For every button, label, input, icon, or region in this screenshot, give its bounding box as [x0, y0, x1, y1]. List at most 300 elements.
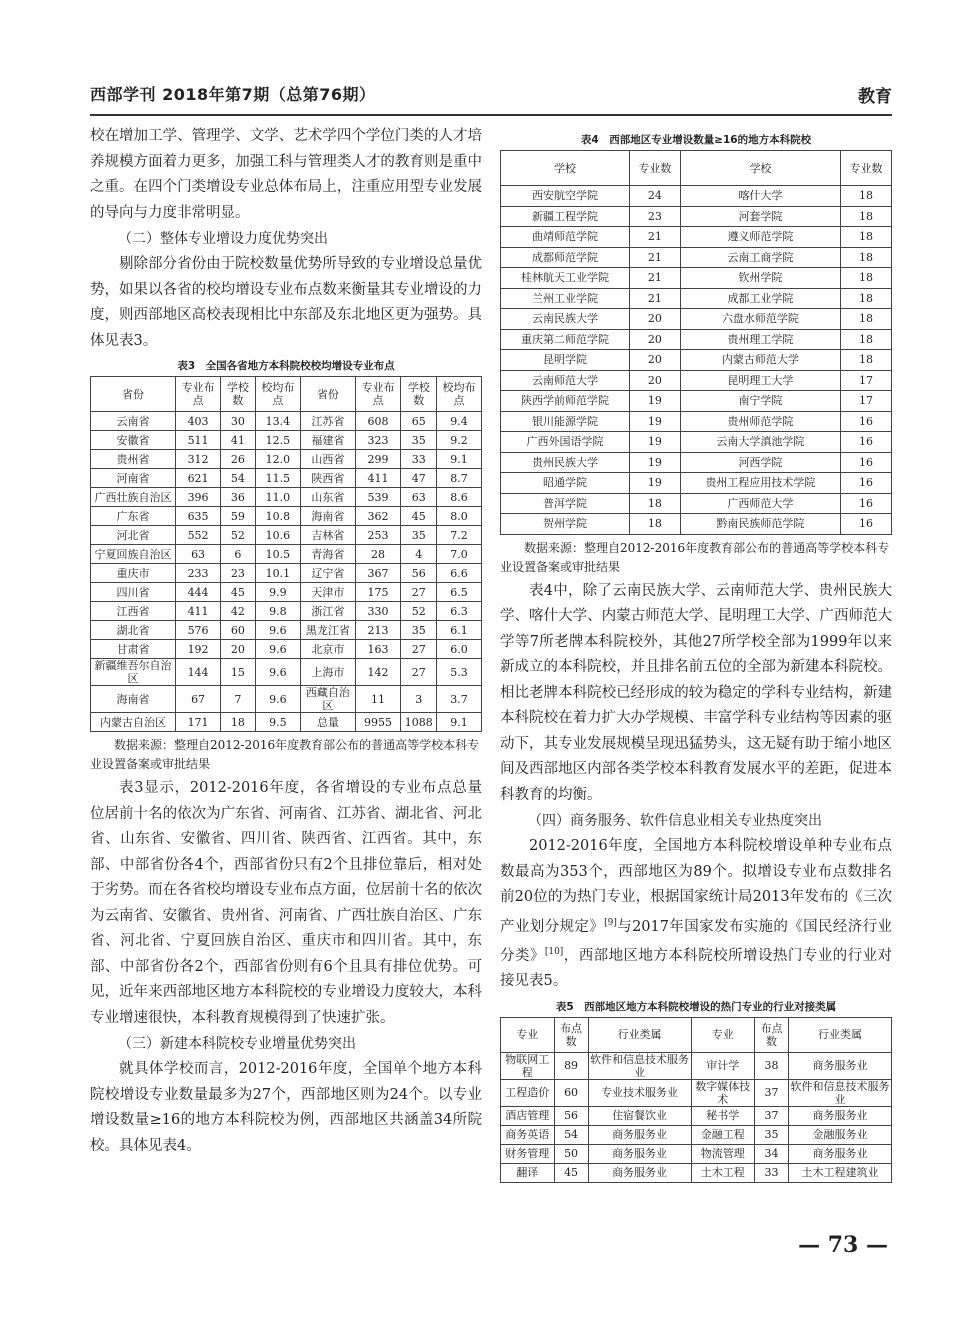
table-row — [91, 450, 482, 469]
table-cell: 4 — [401, 545, 437, 564]
table-cell: 云南工商学院 — [680, 247, 840, 268]
paragraph: 就具体学校而言，2012-2016年度，全国单个地方本科院校增设专业数量最多为27个，西部地区则为24个。以专业增设数量≥16的地方本科院校为例，西部地区共涵盖34所院校。具体见表4。 — [90, 1061, 482, 1154]
table-row — [501, 514, 892, 535]
table-cell: 河套学院 — [680, 206, 840, 227]
table-cell: 552 — [175, 526, 220, 545]
table-cell: 6 — [221, 545, 256, 564]
table-cell: 金融工程 — [691, 1125, 754, 1144]
table-cell: 河西学院 — [680, 452, 840, 473]
table-cell: 362 — [355, 507, 401, 526]
table-row — [91, 507, 482, 526]
table-cell: 54 — [221, 469, 256, 488]
table-cell: 6.0 — [437, 640, 482, 659]
table-cell: 兰州工业学院 — [501, 288, 630, 309]
table-cell: 144 — [175, 659, 220, 686]
table-row — [501, 268, 892, 289]
table-cell: 商务服务业 — [588, 1163, 691, 1182]
table-cell: 18 — [840, 206, 891, 227]
table-cell: 3.7 — [437, 686, 482, 713]
table-cell: 26 — [221, 450, 256, 469]
table-cell: 18 — [840, 350, 891, 371]
table-row — [91, 412, 482, 431]
table-cell: 9.6 — [255, 659, 300, 686]
table-cell: 昭通学院 — [501, 473, 630, 494]
table-cell: 金融服务业 — [789, 1125, 892, 1144]
section-heading: （二）整体专业增设力度优势突出 — [118, 231, 328, 247]
table-cell: 福建省 — [301, 431, 356, 450]
table-cell: 16 — [840, 514, 891, 535]
table-cell: 7.0 — [437, 545, 482, 564]
table-cell: 12.5 — [255, 431, 300, 450]
table-cell: 19 — [629, 452, 680, 473]
table-cell: 辽宁省 — [301, 564, 356, 583]
table-cell: 云南大学滇池学院 — [680, 432, 840, 453]
table-row — [501, 206, 892, 227]
table-cell: 21 — [629, 247, 680, 268]
table-cell: 7.2 — [437, 526, 482, 545]
table-row — [501, 247, 892, 268]
table-cell: 9.2 — [437, 431, 482, 450]
table-row — [501, 1144, 892, 1163]
table-row — [501, 473, 892, 494]
table-cell: 海南省 — [91, 686, 176, 713]
table-cell: 253 — [355, 526, 401, 545]
table-cell: 上海市 — [301, 659, 356, 686]
table-caption: 表4 西部地区专业增设数量≥16的地方本科院校 — [580, 134, 812, 146]
table-cell: 黑龙江省 — [301, 621, 356, 640]
table-cell: 20 — [629, 350, 680, 371]
paragraph: 剔除部分省份由于院校数量优势所导致的专业增设总量优势，如果以各省的校均增设专业布点数来衡量其专业增设的力度，则西部地区高校表现相比中东部及东北地区更为强势。具体见表3。 — [90, 256, 482, 349]
table-cell: 江西省 — [91, 602, 176, 621]
table-caption: 表3 全国各省地方本科院校校均增设专业布点 — [177, 360, 395, 372]
table-cell: 陕西省 — [301, 469, 356, 488]
table-cell: 63 — [175, 545, 220, 564]
table-cell: 21 — [629, 227, 680, 248]
table-cell: 17 — [840, 370, 891, 391]
table-cell: 成都工业学院 — [680, 288, 840, 309]
table-cell: 175 — [355, 583, 401, 602]
table-row — [501, 1052, 892, 1079]
table-cell: 16 — [840, 411, 891, 432]
table-row — [91, 640, 482, 659]
table-cell: 18 — [629, 514, 680, 535]
table-cell: 贺州学院 — [501, 514, 630, 535]
table-cell: 内蒙古师范大学 — [680, 350, 840, 371]
table-cell: 昆明理工大学 — [680, 370, 840, 391]
table-cell: 299 — [355, 450, 401, 469]
table-cell: 商务服务业 — [789, 1144, 892, 1163]
table-cell: 47 — [401, 469, 437, 488]
table-header-cell: 布点数 — [754, 1017, 788, 1052]
table-cell: 18 — [629, 493, 680, 514]
table-header-cell: 省份 — [91, 377, 176, 412]
table-cell: 内蒙古自治区 — [91, 713, 176, 732]
table-header-cell: 专业数 — [840, 151, 891, 186]
table-cell: 普洱学院 — [501, 493, 630, 514]
table-row — [501, 329, 892, 350]
table-row — [501, 186, 892, 207]
section-label: 教育 — [858, 87, 892, 107]
table-cell: 35 — [754, 1125, 788, 1144]
table-row — [501, 309, 892, 330]
table-cell: 贵州师范学院 — [680, 411, 840, 432]
table-cell: 35 — [401, 621, 437, 640]
table-cell: 天津市 — [301, 583, 356, 602]
table-cell: 45 — [554, 1163, 588, 1182]
table-cell: 10.1 — [255, 564, 300, 583]
table-cell: 12.0 — [255, 450, 300, 469]
table-cell: 成都师范学院 — [501, 247, 630, 268]
table-cell: 59 — [221, 507, 256, 526]
table-cell: 511 — [175, 431, 220, 450]
table-header-cell: 校均布点 — [255, 377, 300, 412]
table-cell: 312 — [175, 450, 220, 469]
table-row — [501, 288, 892, 309]
table-header-cell: 学校数 — [401, 377, 437, 412]
table-cell: 9.8 — [255, 602, 300, 621]
table-cell: 商务服务业 — [588, 1125, 691, 1144]
table-cell: 63 — [401, 488, 437, 507]
table-cell: 广西师范大学 — [680, 493, 840, 514]
table-cell: 6.5 — [437, 583, 482, 602]
table-cell: 27 — [401, 659, 437, 686]
table-cell: 142 — [355, 659, 401, 686]
table-cell: 192 — [175, 640, 220, 659]
paragraph-text: 与2017年国家发布实施的《国民经济行业分类》 — [500, 918, 893, 964]
table-cell: 数字媒体技术 — [691, 1079, 754, 1106]
table-cell: 9.6 — [255, 686, 300, 713]
table-row — [501, 370, 892, 391]
paragraph-text: 2012-2016年度，全国地方本科院校增设单种专业布点数最高为353个，西部地区为89个。拟增设专业布点数排名前20位的为热门专业，根据国家统计局2013年发布的《三次产业划分规定》 — [500, 838, 892, 935]
table-cell: 411 — [175, 602, 220, 621]
table-cell: 411 — [355, 469, 401, 488]
table-cell: 9.1 — [437, 450, 482, 469]
table-cell: 27 — [401, 583, 437, 602]
table-cell: 403 — [175, 412, 220, 431]
table-cell: 28 — [355, 545, 401, 564]
table-cell: 34 — [754, 1144, 788, 1163]
paragraph: 表4中，除了云南民族大学、云南师范大学、贵州民族大学、喀什大学、内蒙古师范大学、昆明理工大学、广西师范大学等7所老牌本科院校外，其他27所学校全部为1999年以来新成立的本科院校，并且排名前五位的全部为新建本科院校。相比老牌本科院校已经形成的较为稳定的学科专业结构，新建本科院校在着力扩大办学规模、丰富学科专业结构等因素的驱动下，其专业发展规模呈现迅猛势头，这无疑有助于缩小地区间及西部地区内部各类学校本科教育发展水平的差距，促进本科教育的均衡。 — [500, 582, 892, 803]
table-cell: 6.3 — [437, 602, 482, 621]
table-cell: 6.1 — [437, 621, 482, 640]
table-cell: 37 — [754, 1079, 788, 1106]
table-cell: 18 — [840, 268, 891, 289]
table-cell: 330 — [355, 602, 401, 621]
table-cell: 8.7 — [437, 469, 482, 488]
page-header — [90, 78, 892, 116]
paragraph: 校在增加工学、管理学、文学、艺术学四个学位门类的人才培养规模方面着力更多，加强工科与管理类人才的教育则是重中之重。在四个门类增设专业总体布局上，注重应用型专业发展的导向与力度非常明显。 — [90, 128, 482, 221]
table-caption: 表5 西部地区地方本科院校增设的热门专业的行业对接类属 — [555, 1000, 837, 1013]
table-cell: 16 — [840, 493, 891, 514]
table-cell: 17 — [840, 391, 891, 412]
table-cell: 50 — [554, 1144, 588, 1163]
table-row — [91, 431, 482, 450]
table-cell: 608 — [355, 412, 401, 431]
table-cell: 软件和信息技术服务业 — [590, 1052, 690, 1079]
table-row — [91, 488, 482, 507]
table-cell: 20 — [629, 370, 680, 391]
table-cell: 河南省 — [91, 469, 176, 488]
table-row — [501, 391, 892, 412]
table-cell: 89 — [554, 1052, 588, 1079]
table-row — [91, 621, 482, 640]
table-header-cell: 学校 — [501, 151, 630, 186]
paragraph-text: ，西部地区地方本科院校所增设热门专业的行业对接见表5。 — [500, 947, 893, 990]
table-cell: 贵州省 — [91, 450, 176, 469]
table-cell: 物流管理 — [691, 1144, 754, 1163]
table-cell: 银川能源学院 — [501, 411, 630, 432]
table-cell: 商务英语 — [501, 1125, 555, 1144]
page-number: — 73 — — [798, 1232, 888, 1258]
table-cell: 喀什大学 — [680, 186, 840, 207]
table-cell: 8.0 — [437, 507, 482, 526]
paragraph — [500, 834, 892, 995]
table-cell: 土木工程 — [691, 1163, 754, 1182]
table-cell: 广西壮族自治区 — [91, 488, 176, 507]
table-cell: 42 — [221, 602, 256, 621]
table-row — [501, 432, 892, 453]
table-cell: 18 — [840, 309, 891, 330]
table-cell: 新疆维吾尔自治区 — [91, 659, 176, 686]
table-cell: 6.6 — [437, 564, 482, 583]
table-cell: 海南省 — [301, 507, 356, 526]
table-cell: 45 — [221, 583, 256, 602]
table-cell: 广东省 — [91, 507, 176, 526]
table-cell: 商务服务业 — [588, 1144, 691, 1163]
table-row — [501, 1125, 892, 1144]
table-cell: 233 — [175, 564, 220, 583]
table-cell: 翻译 — [501, 1163, 555, 1182]
table-cell: 11.0 — [255, 488, 300, 507]
table-row — [501, 493, 892, 514]
table-cell: 云南师范大学 — [501, 370, 630, 391]
table-cell: 539 — [355, 488, 401, 507]
table-row — [91, 713, 482, 732]
table-cell: 专业技术服务业 — [588, 1079, 691, 1106]
table-header-cell: 布点数 — [554, 1017, 588, 1052]
table-cell: 52 — [221, 526, 256, 545]
table-cell: 367 — [355, 564, 401, 583]
section-heading: （三）新建本科院校专业增量优势突出 — [118, 1036, 356, 1052]
table-cell: 8.6 — [437, 488, 482, 507]
table-cell: 钦州学院 — [680, 268, 840, 289]
table-cell: 秘书学 — [691, 1106, 754, 1125]
table-cell: 9.4 — [437, 412, 482, 431]
table-cell: 河北省 — [91, 526, 176, 545]
table-cell: 635 — [175, 507, 220, 526]
table-cell: 213 — [355, 621, 401, 640]
table-cell: 软件和信息技术服务业 — [790, 1079, 890, 1106]
table-cell: 北京市 — [301, 640, 356, 659]
table-cell: 18 — [840, 186, 891, 207]
table-4 — [500, 150, 892, 535]
table-cell: 山东省 — [301, 488, 356, 507]
table-cell: 20 — [629, 309, 680, 330]
table-cell: 41 — [221, 431, 256, 450]
table-cell: 11 — [355, 686, 401, 713]
table-header-cell: 专业数 — [629, 151, 680, 186]
table-cell: 吉林省 — [301, 526, 356, 545]
table-cell: 10.6 — [255, 526, 300, 545]
table-header-cell: 学校数 — [221, 377, 256, 412]
table-cell: 昆明学院 — [501, 350, 630, 371]
table-cell: 19 — [629, 473, 680, 494]
table-cell: 物联网工程 — [501, 1052, 555, 1079]
table-cell: 9.6 — [255, 621, 300, 640]
table-cell: 30 — [221, 412, 256, 431]
table-row — [91, 659, 482, 686]
table-row — [501, 1079, 892, 1106]
table-row — [501, 452, 892, 473]
table-5 — [500, 1017, 892, 1183]
table-cell: 67 — [175, 686, 220, 713]
table-cell: 11.5 — [255, 469, 300, 488]
table-row — [91, 545, 482, 564]
table-cell: 60 — [221, 621, 256, 640]
table-header-cell: 学校 — [680, 151, 840, 186]
table-cell: 财务管理 — [501, 1144, 555, 1163]
table-cell: 23 — [629, 206, 680, 227]
table-cell: 广西外国语学院 — [501, 432, 630, 453]
table-cell: 西藏自治区 — [301, 686, 356, 713]
table-cell: 16 — [840, 452, 891, 473]
table-cell: 16 — [840, 432, 891, 453]
table-header-cell: 专业布点 — [355, 377, 401, 412]
table-cell: 18 — [221, 713, 256, 732]
table-cell: 湖北省 — [91, 621, 176, 640]
table-cell: 21 — [629, 288, 680, 309]
table-cell: 云南民族大学 — [501, 309, 630, 330]
table-cell: 四川省 — [91, 583, 176, 602]
table-cell: 9.9 — [255, 583, 300, 602]
table-cell: 52 — [401, 602, 437, 621]
table-cell: 16 — [840, 473, 891, 494]
table-cell: 黔南民族师范学院 — [680, 514, 840, 535]
table-cell: 35 — [401, 431, 437, 450]
table-cell: 9.6 — [255, 640, 300, 659]
table-cell: 贵州民族大学 — [501, 452, 630, 473]
table-cell: 171 — [175, 713, 220, 732]
table-cell: 新疆工程学院 — [501, 206, 630, 227]
table-cell: 54 — [554, 1125, 588, 1144]
table-cell: 南宁学院 — [680, 391, 840, 412]
table-row — [91, 602, 482, 621]
table-cell: 19 — [629, 411, 680, 432]
table-row — [91, 686, 482, 713]
table-cell: 审计学 — [691, 1052, 754, 1079]
table-cell: 商务服务业 — [789, 1052, 892, 1079]
table-row — [91, 469, 482, 488]
table-cell: 444 — [175, 583, 220, 602]
table-header-cell: 行业类属 — [588, 1017, 691, 1052]
paragraph: 表3显示，2012-2016年度，各省增设的专业布点总量位居前十名的依次为广东省、河南省、江苏省、湖北省、河北省、山东省、安徽省、四川省、陕西省、江西省。其中，东部、中部省份各4个，西部省份只有2个且排位靠后，相对处于劣势。而在各省校均增设专业布点方面，位居前十名的依次为云南省、安徽省、贵州省、河南省、广西壮族自治区、广东省、河北省、宁夏回族自治区、重庆市和四川省。其中，东部、中部省份各2个，西部省份则有6个且具有排位优势。可见，近年来西部地区地方本科院校的专业增设力度较大，本科专业增速很快，本科教育规模得到了快速扩张。 — [90, 780, 482, 1026]
table-cell: 7 — [221, 686, 256, 713]
journal-title: 西部学刊 2018年第7期（总第76期） — [90, 85, 376, 104]
table-header-cell: 专业 — [691, 1017, 754, 1052]
table-row — [501, 411, 892, 432]
table-cell: 18 — [840, 227, 891, 248]
table-cell: 9.1 — [437, 713, 482, 732]
table-header-cell: 专业 — [501, 1017, 555, 1052]
table-cell: 56 — [401, 564, 437, 583]
table-cell: 六盘水师范学院 — [680, 309, 840, 330]
table-cell: 19 — [629, 432, 680, 453]
table-cell: 24 — [629, 186, 680, 207]
table-cell: 20 — [629, 329, 680, 350]
table-cell: 安徽省 — [91, 431, 176, 450]
table-cell: 青海省 — [301, 545, 356, 564]
table-cell: 163 — [355, 640, 401, 659]
table-cell: 陕西学前师范学院 — [501, 391, 630, 412]
left-column — [90, 124, 482, 1159]
table-cell: 住宿餐饮业 — [588, 1106, 691, 1125]
table-cell: 27 — [401, 640, 437, 659]
table-cell: 23 — [221, 564, 256, 583]
table-cell: 396 — [175, 488, 220, 507]
table-row — [91, 526, 482, 545]
data-source-note: 数据来源：整理自2012-2016年度教育部公布的普通高等学校本科专业设置备案或审批结果 — [500, 540, 890, 574]
table-cell: 土木工程建筑业 — [789, 1163, 892, 1182]
table-row — [501, 227, 892, 248]
table-cell: 18 — [840, 288, 891, 309]
table-header-cell: 专业布点 — [175, 377, 220, 412]
section-heading: （四）商务服务、软件信息业相关专业热度突出 — [528, 813, 822, 829]
table-cell: 37 — [754, 1106, 788, 1125]
table-cell: 宁夏回族自治区 — [91, 545, 176, 564]
table-cell: 56 — [554, 1106, 588, 1125]
table-cell: 遵义师范学院 — [680, 227, 840, 248]
table-cell: 13.4 — [255, 412, 300, 431]
table-cell: 9955 — [355, 713, 401, 732]
table-cell: 贵州工程应用技术学院 — [680, 473, 840, 494]
table-cell: 山西省 — [301, 450, 356, 469]
table-cell: 36 — [221, 488, 256, 507]
table-cell: 桂林航天工业学院 — [501, 268, 630, 289]
table-header-cell: 行业类属 — [789, 1017, 892, 1052]
table-cell: 浙江省 — [301, 602, 356, 621]
table-cell: 工程造价 — [501, 1079, 555, 1106]
table-cell: 5.3 — [437, 659, 482, 686]
table-cell: 21 — [629, 268, 680, 289]
table-row — [501, 350, 892, 371]
table-3 — [90, 376, 482, 732]
table-cell: 33 — [401, 450, 437, 469]
table-cell: 3 — [401, 686, 437, 713]
table-cell: 18 — [840, 247, 891, 268]
table-header-cell: 校均布点 — [437, 377, 482, 412]
table-cell: 江苏省 — [301, 412, 356, 431]
table-cell: 9.5 — [255, 713, 300, 732]
table-cell: 15 — [221, 659, 256, 686]
table-header-cell: 省份 — [301, 377, 356, 412]
table-cell: 38 — [754, 1052, 788, 1079]
table-cell: 621 — [175, 469, 220, 488]
table-cell: 35 — [401, 526, 437, 545]
table-cell: 重庆市 — [91, 564, 176, 583]
table-row — [91, 564, 482, 583]
table-cell: 甘肃省 — [91, 640, 176, 659]
table-cell: 云南省 — [91, 412, 176, 431]
table-cell: 19 — [629, 391, 680, 412]
data-source-note: 数据来源：整理自2012-2016年度教育部公布的普通高等学校本科专业设置备案或审批结果 — [90, 738, 480, 771]
table-cell: 20 — [221, 640, 256, 659]
table-cell: 576 — [175, 621, 220, 640]
right-column — [500, 124, 892, 1183]
table-cell: 酒店管理 — [501, 1106, 555, 1125]
citation: [10] — [544, 946, 564, 957]
table-row — [501, 1163, 892, 1182]
table-cell: 65 — [401, 412, 437, 431]
